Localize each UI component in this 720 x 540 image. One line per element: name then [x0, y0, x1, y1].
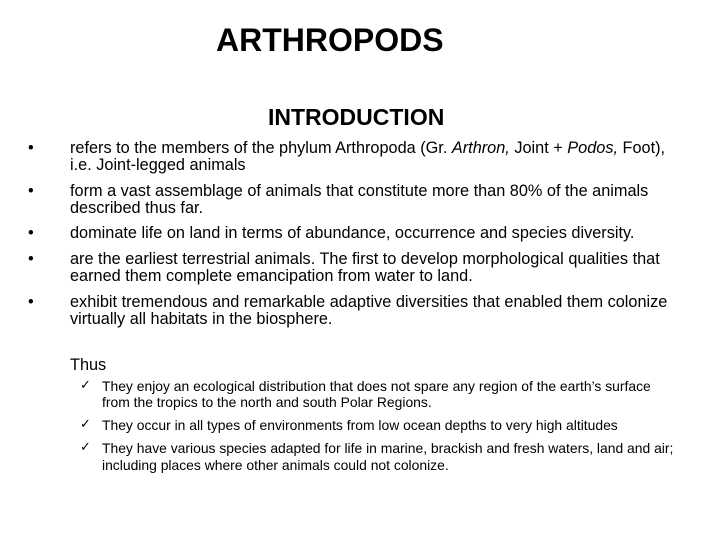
bullet-list — [28, 140, 678, 336]
checkmark-item — [80, 378, 680, 411]
text-run: Foot), i.e. Joint-legged animals — [70, 139, 666, 175]
bullet-text: are the earliest terrestrial animals. The first to develop morphological qualities that earned them complete emancipation from water to land. — [70, 249, 660, 286]
bullet-item — [28, 140, 678, 174]
checkmark-icon: ✓ — [80, 378, 91, 393]
bullet-text — [70, 140, 678, 174]
text-run: refers to the members of the phylum Arthropoda (Gr. — [70, 139, 452, 157]
bullet-marker: • — [28, 249, 34, 268]
italic-term: Arthron, — [451, 139, 510, 157]
checkmark-item — [80, 417, 680, 433]
thus-label: Thus — [70, 356, 107, 374]
bullet-text: dominate life on land in terms of abundance, occurrence and species diversity. — [70, 224, 635, 243]
bullet-text: form a vast assemblage of animals that constitute more than 80% of the animals described thus far. — [70, 181, 649, 217]
bullet-text: exhibit tremendous and remarkable adaptive diversities that enabled them colonize virtually all habitats in the biosphere. — [70, 292, 668, 328]
text-run: Joint + — [509, 139, 568, 157]
bullet-item — [28, 294, 678, 328]
checkmark-list — [80, 378, 680, 480]
checkmark-icon: ✓ — [80, 440, 91, 456]
checkmark-text: They occur in all types of environments from low ocean depths to very high altitudes — [102, 417, 618, 434]
bullet-item — [28, 251, 678, 285]
bullet-item — [28, 225, 678, 242]
italic-term: Podos, — [567, 139, 618, 157]
section-heading: INTRODUCTION — [268, 104, 445, 130]
checkmark-text: They enjoy an ecological distribution that does not spare any region of the earth’s surface from the tropics to the north and south Polar Regions. — [102, 378, 651, 411]
bullet-marker: • — [28, 224, 34, 243]
checkmark-text: They have various species adapted for life in marine, brackish and fresh waters, land and air; including places where other animals could not colonize. — [102, 440, 674, 473]
bullet-marker: • — [28, 292, 34, 311]
bullet-marker: • — [28, 181, 34, 200]
bullet-marker: • — [28, 139, 34, 157]
slide-title: ARTHROPODS — [216, 22, 444, 58]
checkmark-item — [80, 440, 680, 473]
checkmark-icon: ✓ — [80, 417, 91, 433]
bullet-item — [28, 183, 678, 217]
